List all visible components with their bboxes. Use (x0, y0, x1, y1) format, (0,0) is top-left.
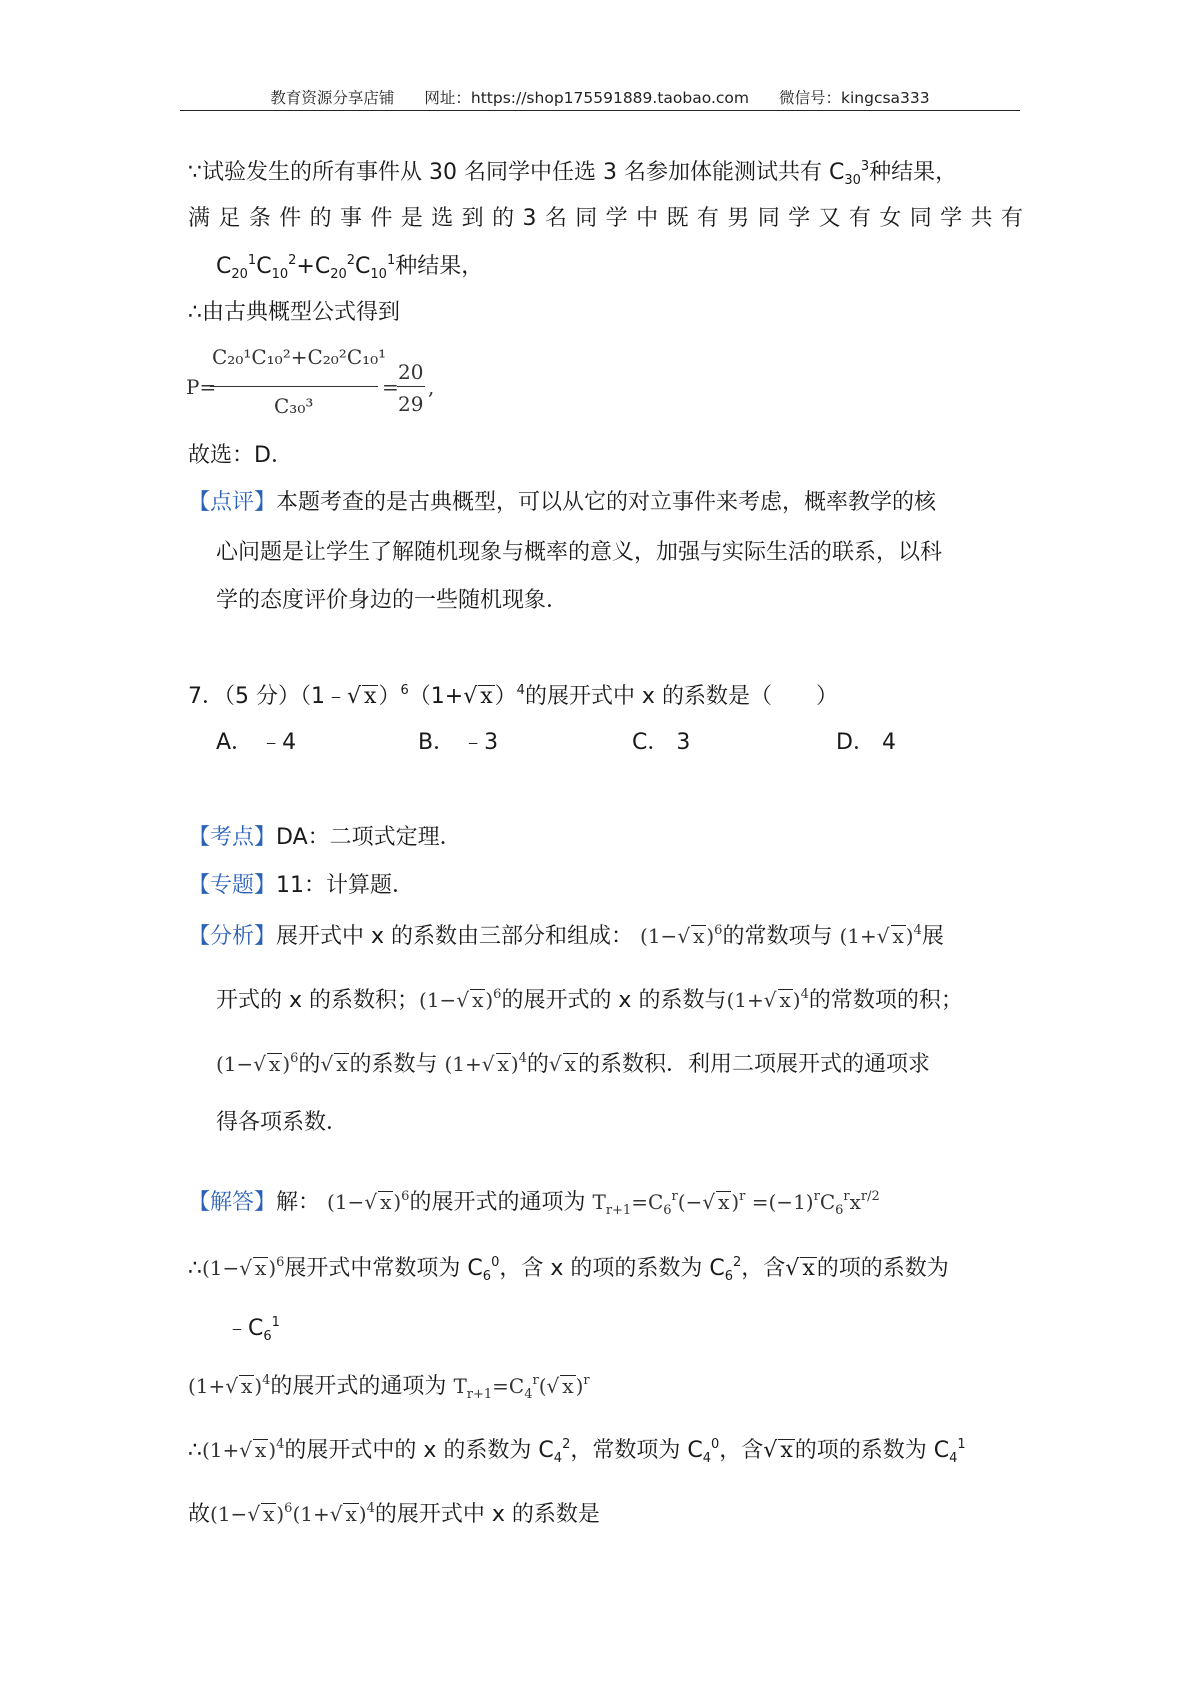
page-header (0, 86, 1200, 108)
q6-line3: $C_{20}^1C_{10}^2+C_{20}^2C_{10}^1$种结果， (216, 253, 484, 282)
sqrt-icon: √ (463, 684, 478, 709)
expr-1-plus-sqrtx-4: (1+√ x )$^4$ (292, 1501, 375, 1526)
general-term-1: $T_{r+1}=C_6^r(-√$ x )$^r =(-1)^rC_6^rx^{r/2}$ (592, 1189, 880, 1218)
expr-1-plus-sqrtx-4: (1+√ x )$^4$ (188, 1373, 271, 1398)
q7-option-a[interactable]: A． ﹣4 (216, 730, 297, 755)
q7-option-b[interactable]: B． ﹣3 (418, 730, 499, 755)
q6-review-line1: 【点评】本题考查的是古典概型，可以从它的对立事件来考虑，概率教学的核 (188, 490, 937, 515)
q6-review-line2: 心问题是让学生了解随机现象与概率的意义，加强与实际生活的联系，以科 (216, 540, 943, 565)
q7-option-c[interactable]: C． 3 (632, 730, 691, 755)
q6-line2 (188, 208, 1023, 230)
probability-formula (186, 340, 486, 430)
q6-line2-char: 女 (879, 206, 902, 231)
q6-line2-char: 共 (970, 206, 993, 231)
q6-line2-char: 条 (248, 206, 271, 231)
q7-fenxi-line4: 得各项系数． (216, 1110, 349, 1135)
formula-result-line (397, 386, 425, 387)
formula-fraction-line (210, 386, 378, 387)
q6-line2-char: 既 (666, 206, 689, 231)
q6-line2-char: 足 (218, 206, 241, 231)
q7-fenxi-line3: (1−√ x )$^6$的√ x的系数与 (1+√ x )$^4$的√ x的系数积．利用二项展开式的通项求 (216, 1051, 930, 1077)
q6-line2-char: 件 (370, 206, 393, 231)
q7-fenxi-line2: 开式的 x 的系数积；(1−√ x )$^6$的展开式的 x 的系数与(1+√ x )$^4$的常数项的积； (216, 987, 963, 1013)
formula-p: P= (186, 375, 217, 399)
formula-result-numerator: 20 (398, 360, 424, 384)
expr-1-minus-sqrtx-6: (1−√ x )$^6$ (640, 923, 723, 948)
q6-line2-char: 事 (340, 206, 363, 231)
q6-line2-char: 满 (188, 206, 211, 231)
q7-jieda-line2: ∴(1−√ x )$^6$展开式中常数项为 $C_6^0$，含 x 的项的系数为 $C_6^2$，含√ x的项的系数为 (188, 1255, 949, 1284)
q6-line2-char: 名 (544, 206, 567, 231)
q6-answer: 故选：D． (188, 443, 293, 468)
q6-line2-char: 又 (818, 206, 841, 231)
q6-line2-char: 同 (575, 206, 598, 231)
q7-fenxi-line1: 【分析】展开式中 x 的系数由三部分和组成： (1−√ x )$^6$的常数项与 (1+√ x )$^4$展 (188, 923, 944, 949)
expr-sqrtx: √ x (548, 1052, 576, 1076)
expr-1-plus-sqrtx-4: (1+√ x )$^4$ (444, 1051, 527, 1076)
expr-1-minus-sqrtx-6: (1−√ x )$^6$ (202, 1255, 285, 1280)
general-term-2: $T_{r+1}=C_4^r(√$ x )$^r$ (453, 1373, 590, 1402)
q7-option-d[interactable]: D． 4 (836, 730, 896, 755)
q6-line2-char: 有 (696, 206, 719, 231)
q7-jieda-line4: (1+√ x )$^4$的展开式的通项为 $T_{r+1}=C_4^r(√$ x )$^r$ (188, 1373, 590, 1402)
q7-jieda-line5: ∴(1+√ x )$^4$的展开式中的 x 的系数为 $C_4^2$，常数项为 $C_4^0$，含√ x的项的系数为 $C_4^1$ (188, 1437, 966, 1466)
q6-line2-char: 男 (727, 206, 750, 231)
formula-comma: , (428, 375, 435, 399)
q6-line2-char: 有 (1000, 206, 1023, 231)
q7-jieda-line3: $﹣C_6^1$ (226, 1315, 280, 1344)
formula-result-denominator: 29 (398, 392, 424, 416)
q7-zhuanti: 【专题】11：计算题． (188, 873, 415, 898)
q6-line2-char: 3 (522, 206, 537, 231)
q6-line2-char: 学 (605, 206, 628, 231)
formula-denominator: C₃₀³ (274, 394, 314, 418)
sqrt-icon: √ (347, 684, 362, 709)
q6-line2-char: 选 (431, 206, 454, 231)
expr-1-minus-sqrtx-6: (1−√ x )$^6$ (216, 1051, 299, 1076)
q7-jieda-line1: 【解答】解： (1−√ x )$^6$的展开式的通项为 $T_{r+1}=C_6^r(-√$ x )$^r =(-1)^rC_6^rx^{r/2}$ (188, 1189, 880, 1218)
q6-line2-char: 是 (400, 206, 423, 231)
formula-numerator: C₂₀¹C₁₀²+C₂₀²C₁₀¹ (212, 345, 387, 369)
expr-1-minus-sqrtx-6: (1−√ x )$^6$ (210, 1501, 293, 1526)
expr-1-minus-sqrtx-6: (1−√ x )$^6$ (419, 987, 502, 1012)
q6-line1: ∵试验发生的所有事件从 30 名同学中任选 3 名参加体能测试共有 $C_{30}^3$种结果， (188, 159, 958, 188)
q6-line2-char: 的 (309, 206, 332, 231)
q7-stem: 7．（5 分）（1﹣√ x）$^6$（1+√ x）$^4$的展开式中 x 的系数是（ ） (188, 683, 838, 709)
q6-review-line3: 学的态度评价身边的一些随机现象． (216, 588, 569, 613)
q6-line2-char: 的 (492, 206, 515, 231)
expr-sqrtx: √ x (320, 1052, 348, 1076)
sqrt-icon: √ (763, 1438, 778, 1463)
expr-1-plus-sqrtx-4: (1+√ x )$^4$ (726, 987, 809, 1012)
formula-equals: = (382, 375, 399, 399)
q6-line2-char: 学 (940, 206, 963, 231)
header-divider (180, 110, 1020, 111)
q7-kaodian: 【考点】DA：二项式定理． (188, 825, 462, 850)
q6-line2-char: 到 (461, 206, 484, 231)
q6-line2-char: 件 (279, 206, 302, 231)
expr-1-plus-sqrtx-4: (1+√ x )$^4$ (839, 923, 922, 948)
header-site-label: 网址： (424, 89, 471, 107)
q7-jieda-line6: 故(1−√ x )$^6$(1+√ x )$^4$的展开式中 x 的系数是 (188, 1501, 600, 1527)
q6-line4: ∴由古典概型公式得到 (188, 300, 400, 325)
q6-line2-char: 同 (757, 206, 780, 231)
q6-line2-char: 同 (909, 206, 932, 231)
q6-line2-char: 中 (636, 206, 659, 231)
header-site-url[interactable]: https://shop175591889.taobao.com (470, 89, 749, 107)
header-wechat-label: 微信号： (778, 89, 841, 107)
header-wechat-id: kingcsa333 (841, 89, 930, 107)
review-tag: 【点评】 (188, 490, 277, 515)
q6-line2-char: 有 (848, 206, 871, 231)
expr-1-plus-sqrtx-4: (1+√ x )$^4$ (202, 1437, 285, 1462)
sqrt-icon: √ (785, 1256, 800, 1281)
q6-line2-char: 学 (788, 206, 811, 231)
expr-1-minus-sqrtx-6: (1−√ x )$^6$ (327, 1189, 410, 1214)
header-shop: 教育资源分享店铺 (270, 89, 395, 107)
